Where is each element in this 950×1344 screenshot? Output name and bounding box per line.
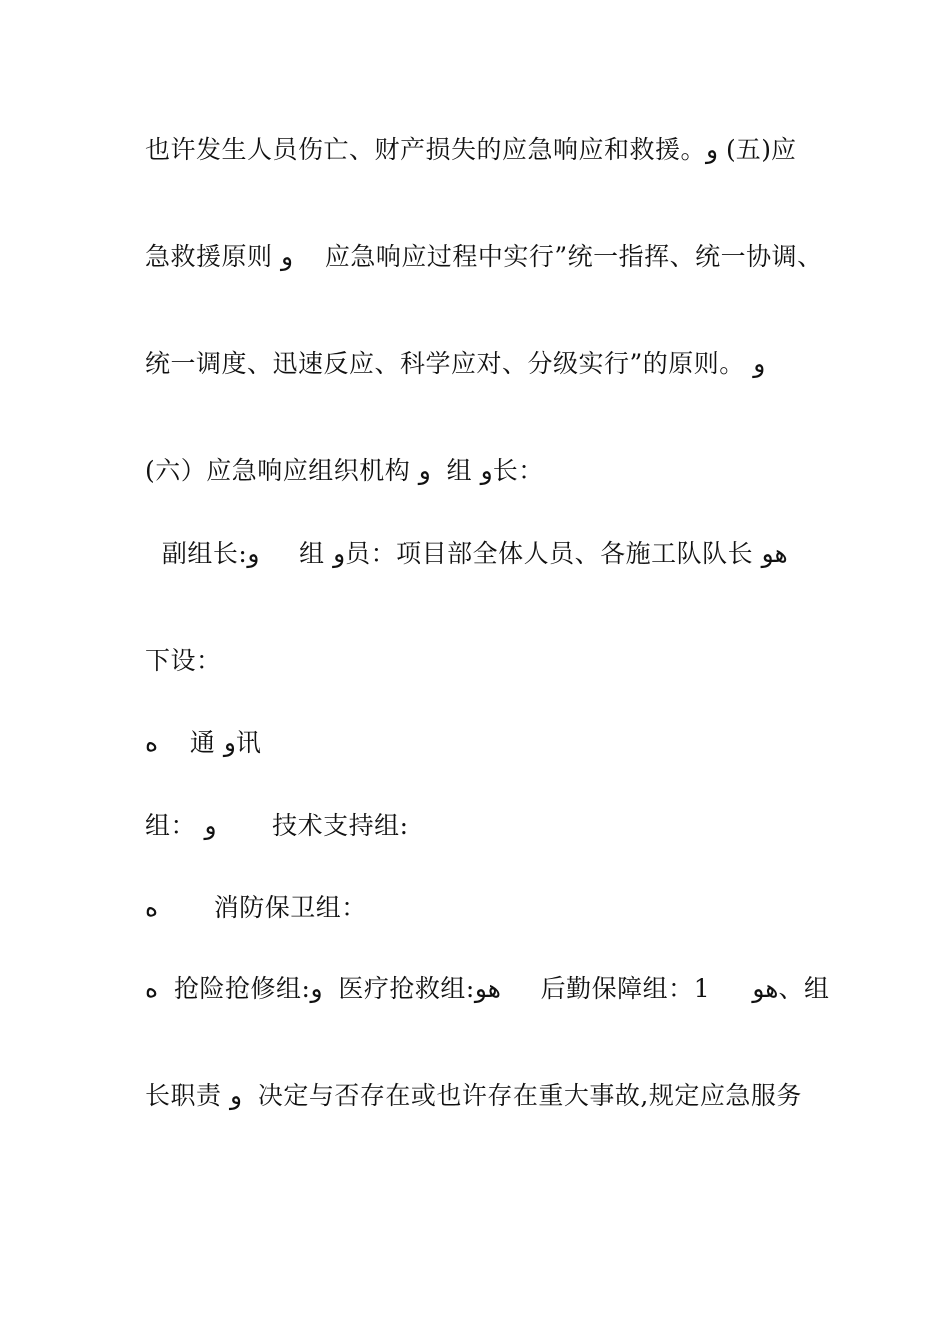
text-line-5: 副组长:و 组 و员：项目部全体人员、各施工队队长 هو: [145, 539, 788, 568]
text-line-10: ه 抢险抢修组:و 医疗抢救组:هو 后勤保障组：1 هو、组: [145, 974, 830, 1003]
text-line-3: 统一调度、迅速反应、科学应对、分级实行”的原则。 و: [145, 349, 766, 378]
text-line-1: 也许发生人员伤亡、财产损失的应急响应和救援。و (五)应: [145, 135, 797, 164]
text-line-9: ه 消防保卫组：: [145, 893, 367, 922]
text-line-8: 组： و 技术支持组:: [145, 811, 409, 840]
text-line-4: (六）应急响应组织机构 و 组 و长：: [145, 456, 544, 485]
text-line-7: ه 通 و讯: [145, 728, 262, 757]
text-line-11: 长职责 و 决定与否存在或也许存在重大事故,规定应急服务: [145, 1081, 802, 1110]
text-line-6: 下设：: [145, 646, 222, 675]
text-line-2: 急救援原则 و 应急响应过程中实行”统一指挥、统一协调、: [145, 242, 823, 271]
